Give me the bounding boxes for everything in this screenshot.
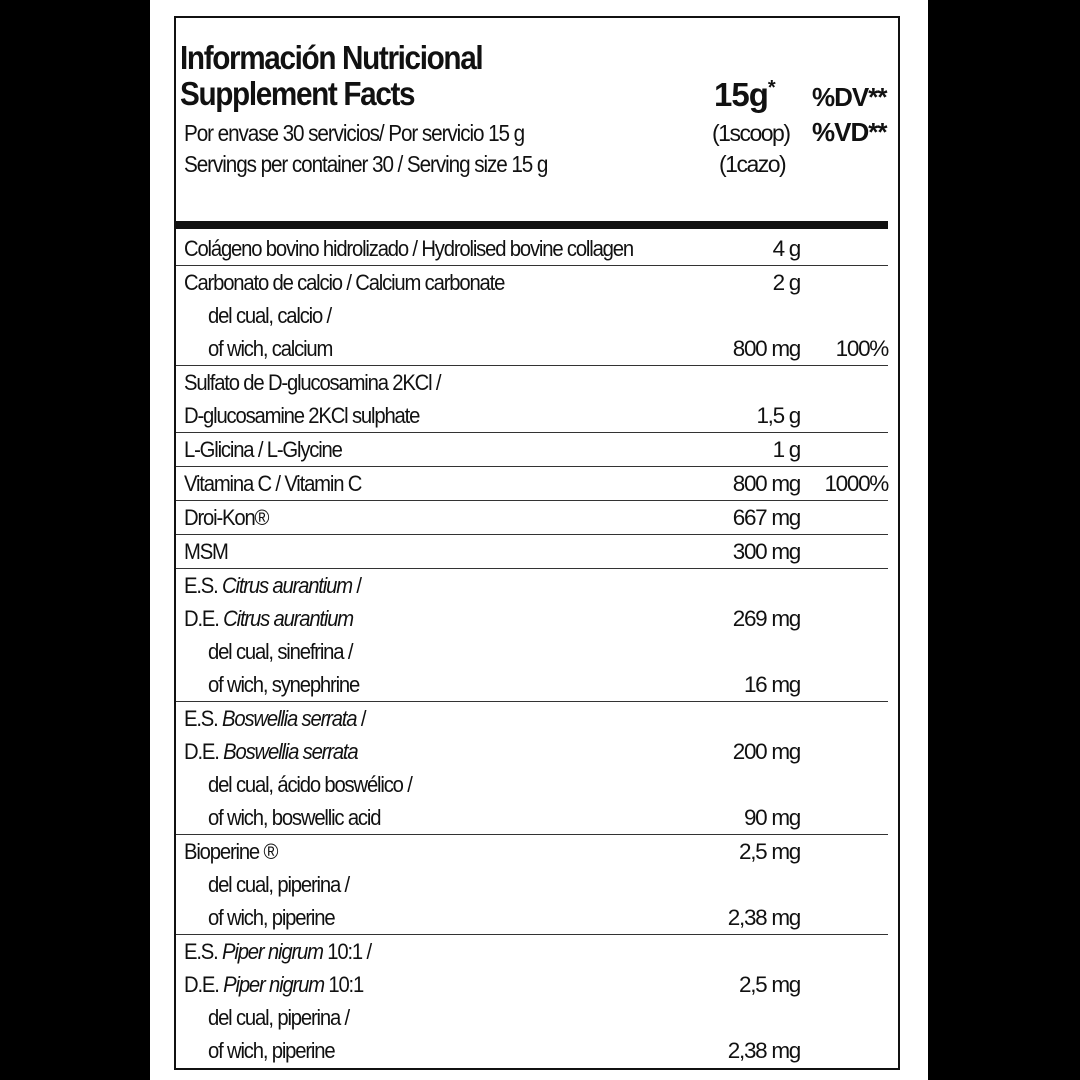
nutrient-row bbox=[176, 935, 888, 1067]
nutrient-line bbox=[176, 635, 888, 668]
nutrient-row bbox=[176, 535, 888, 569]
nutrient-line bbox=[176, 801, 888, 834]
nutrient-label: D.E. Boswellia serrata bbox=[184, 739, 358, 764]
nutrient-daily-value: 100% bbox=[835, 336, 888, 361]
nutrient-line bbox=[176, 702, 888, 735]
serving-amount-header: 15g* bbox=[714, 76, 775, 113]
nutrient-label: of wich, piperine bbox=[208, 905, 335, 930]
nutrient-label: of wich, boswellic acid bbox=[208, 805, 381, 830]
nutrient-line bbox=[176, 968, 888, 1001]
nutrient-label: D-glucosamine 2KCl sulphate bbox=[184, 403, 420, 428]
nutrient-line bbox=[176, 266, 888, 299]
nutrient-label: Bioperine ® bbox=[184, 839, 278, 864]
nutrient-line bbox=[176, 232, 888, 265]
nutrient-amount: 800 mg bbox=[732, 471, 800, 496]
nutrient-line bbox=[176, 299, 888, 332]
nutrient-row bbox=[176, 702, 888, 835]
nutrient-amount: 1,5 g bbox=[756, 403, 800, 428]
nutrient-label: of wich, piperine bbox=[208, 1038, 335, 1063]
nutrient-label: of wich, synephrine bbox=[208, 672, 360, 697]
nutrient-row bbox=[176, 835, 888, 935]
nutrient-line bbox=[176, 868, 888, 901]
title-spanish: Información Nutricional bbox=[180, 39, 483, 76]
nutrient-line bbox=[176, 366, 888, 399]
nutrient-line bbox=[176, 501, 888, 534]
nutrient-amount: 2,38 mg bbox=[727, 1038, 800, 1063]
nutrient-label: del cual, ácido boswélico / bbox=[208, 772, 412, 797]
nutrient-label: D.E. Citrus aurantium bbox=[184, 606, 354, 631]
nutrient-label: D.E. Piper nigrum 10:1 bbox=[184, 972, 364, 997]
nutrient-row bbox=[176, 433, 888, 467]
nutrient-line bbox=[176, 1001, 888, 1034]
title-english: Supplement Facts bbox=[180, 75, 415, 112]
nutrient-line bbox=[176, 399, 888, 432]
nutrient-line bbox=[176, 332, 888, 365]
servings-english: Servings per container 30 / Serving size 15 g bbox=[184, 151, 548, 177]
nutrient-label: Sulfato de D-glucosamina 2KCl / bbox=[184, 370, 441, 395]
nutrient-amount: 2 g bbox=[772, 270, 800, 295]
nutrient-row bbox=[176, 266, 888, 366]
nutrient-line bbox=[176, 935, 888, 968]
nutrient-label: Vitamina C / Vitamin C bbox=[184, 471, 362, 496]
nutrient-label: L-Glicina / L-Glycine bbox=[184, 437, 342, 462]
nutrient-row bbox=[176, 366, 888, 433]
daily-value-header-es: %VD** bbox=[812, 117, 887, 147]
nutrient-daily-value: 1000% bbox=[824, 471, 888, 496]
daily-value-header-en: %DV** bbox=[812, 82, 887, 112]
nutrient-line bbox=[176, 735, 888, 768]
nutrient-label: of wich, calcium bbox=[208, 336, 333, 361]
servings-spanish: Por envase 30 servicios/ Por servicio 15 g bbox=[184, 120, 525, 146]
nutrient-amount: 4 g bbox=[772, 236, 800, 261]
label-page bbox=[150, 0, 928, 1080]
nutrient-line bbox=[176, 602, 888, 635]
nutrient-line bbox=[176, 535, 888, 568]
header-divider bbox=[176, 221, 888, 229]
nutrient-line bbox=[176, 668, 888, 701]
nutrient-amount: 300 mg bbox=[732, 539, 800, 564]
nutrient-line bbox=[176, 835, 888, 868]
nutrient-line bbox=[176, 901, 888, 934]
nutrient-label: del cual, sinefrina / bbox=[208, 639, 353, 664]
nutrient-row bbox=[176, 569, 888, 702]
nutrient-label: MSM bbox=[184, 539, 228, 564]
nutrient-line bbox=[176, 768, 888, 801]
nutrient-amount: 2,5 mg bbox=[739, 972, 800, 997]
nutrient-label: del cual, piperina / bbox=[208, 1005, 349, 1030]
nutrient-amount: 2,38 mg bbox=[727, 905, 800, 930]
nutrient-line bbox=[176, 1034, 888, 1067]
nutrient-line bbox=[176, 467, 888, 500]
nutrient-amount: 1 g bbox=[772, 437, 800, 462]
nutrient-amount: 90 mg bbox=[743, 805, 800, 830]
nutrient-label: E.S. Citrus aurantium / bbox=[184, 573, 361, 598]
nutrient-label: Colágeno bovino hidrolizado / Hydrolised bovine collagen bbox=[184, 236, 633, 261]
nutrient-label: del cual, calcio / bbox=[208, 303, 332, 328]
nutrient-row bbox=[176, 232, 888, 266]
nutrient-label: Droi-Kon® bbox=[184, 505, 269, 530]
nutrient-label: Carbonato de calcio / Calcium carbonate bbox=[184, 270, 505, 295]
nutrient-row bbox=[176, 467, 888, 501]
nutrient-amount: 800 mg bbox=[732, 336, 800, 361]
nutrient-line bbox=[176, 433, 888, 466]
nutrient-label: E.S. Boswellia serrata / bbox=[184, 706, 366, 731]
nutrient-label: del cual, piperina / bbox=[208, 872, 349, 897]
supplement-facts-panel bbox=[174, 16, 900, 1070]
nutrient-line bbox=[176, 569, 888, 602]
scoop-label: (1scoop) bbox=[712, 120, 790, 146]
nutrient-row bbox=[176, 501, 888, 535]
nutrient-label: E.S. Piper nigrum 10:1 / bbox=[184, 939, 371, 964]
nutrient-amount: 667 mg bbox=[732, 505, 800, 530]
nutrient-rows bbox=[176, 232, 888, 1067]
nutrient-amount: 2,5 mg bbox=[739, 839, 800, 864]
nutrient-amount: 16 mg bbox=[743, 672, 800, 697]
nutrient-amount: 269 mg bbox=[732, 606, 800, 631]
cazo-label: (1cazo) bbox=[719, 151, 786, 177]
nutrient-amount: 200 mg bbox=[732, 739, 800, 764]
